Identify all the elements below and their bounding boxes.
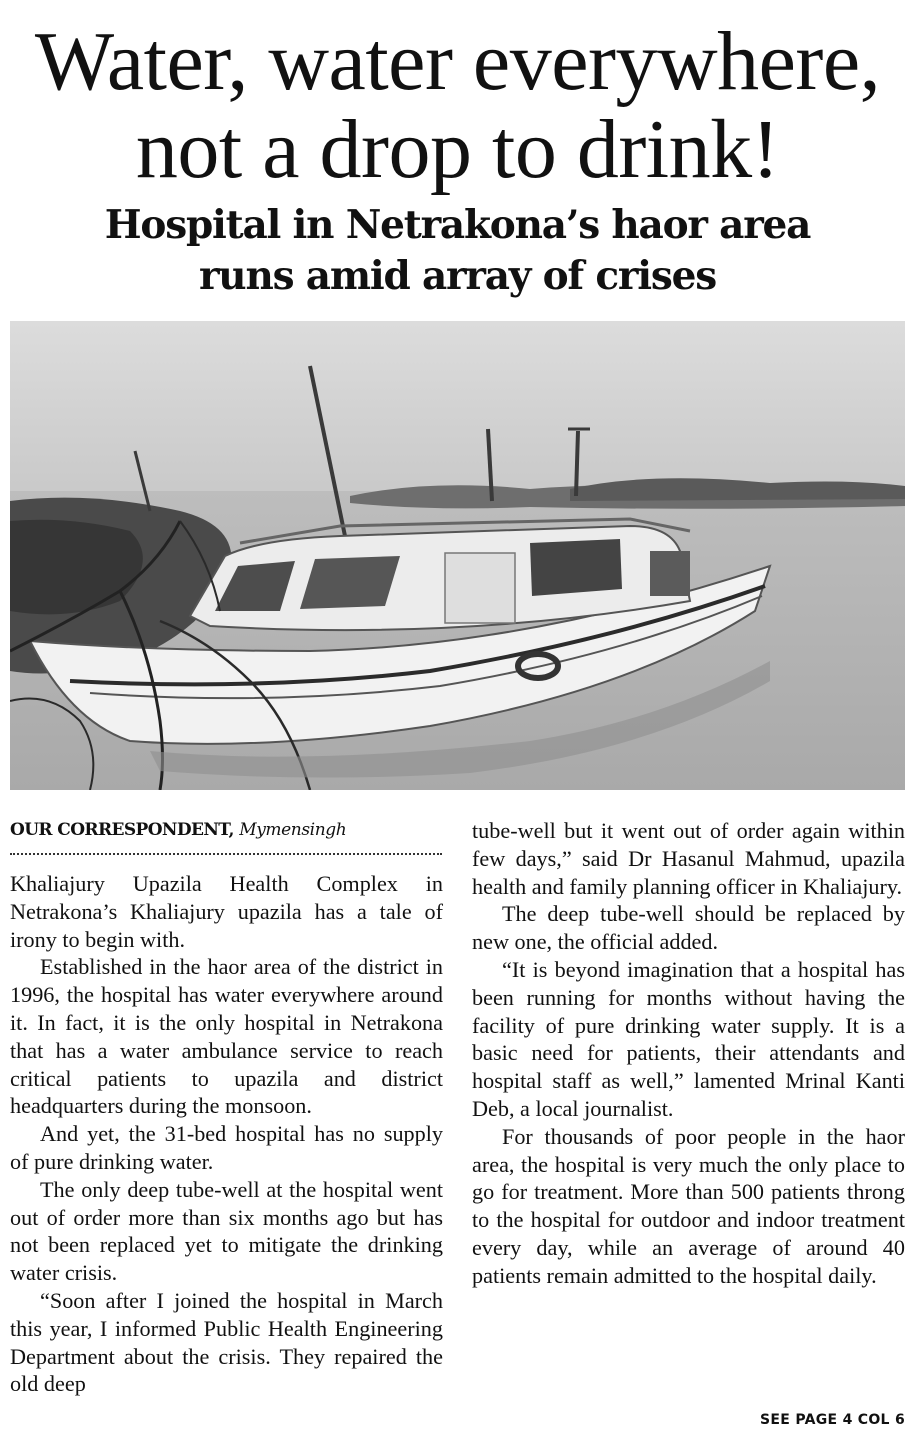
continued-on-page-label: SEE PAGE 4 COL 6 bbox=[760, 1412, 905, 1428]
byline-divider bbox=[10, 853, 442, 855]
article-paragraph: For thousands of poor people in the haor area, the hospital is very much the only place to go for treatment. More than 500 patients throng to the hospital for outdoor and indoor treatment every day, while an average of around 40 patients remain admitted to the hospital daily. bbox=[472, 1123, 905, 1288]
byline bbox=[10, 818, 442, 842]
headline-line-1: Water, water everywhere, bbox=[34, 15, 881, 108]
headline-line-2: not a drop to drink! bbox=[135, 103, 780, 196]
article-paragraph: And yet, the 31-bed hospital has no supply of pure drinking water. bbox=[10, 1121, 443, 1174]
headline bbox=[0, 15, 915, 196]
subheadline bbox=[0, 200, 915, 302]
article-paragraph: “It is beyond imagination that a hospital has been running for months without having the facility of pure drinking water supply. It is a basic need for patients, their attendants and hospital staff as well,” lamented Mrinal Kanti Deb, a local journalist. bbox=[472, 956, 905, 1121]
article-paragraph: The only deep tube-well at the hospital went out of order more than six months ago but has not been replaced yet to mitigate the drinking water crisis. bbox=[10, 1176, 443, 1286]
boat-photo bbox=[10, 321, 905, 790]
byline-place: Mymensingh bbox=[239, 820, 347, 840]
byline-name: OUR CORRESPONDENT, bbox=[10, 820, 234, 840]
article-column-1 bbox=[10, 870, 443, 1398]
subheadline-line-2: runs amid array of crises bbox=[198, 253, 717, 299]
article-paragraph: Established in the haor area of the district in 1996, the hospital has water everywhere around it. In fact, it is the only hospital in Netrakona that has a water ambulance service to reach critical patients to upazila and district headquarters during the monsoon. bbox=[10, 954, 443, 1119]
article-column-2 bbox=[472, 817, 905, 1290]
article-paragraph: “Soon after I joined the hospital in March this year, I informed Public Health Engineering Department about the crisis. They repaired the old deep bbox=[10, 1287, 443, 1397]
subheadline-line-1: Hospital in Netrakona’s haor area bbox=[104, 202, 811, 248]
article-paragraph: Khaliajury Upazila Health Complex in Netrakona’s Khaliajury upazila has a tale of irony to begin with. bbox=[10, 871, 443, 952]
article-paragraph: The deep tube-well should be replaced by new one, the official added. bbox=[472, 901, 905, 955]
article-paragraph: tube-well but it went out of order again within few days,” said Dr Hasanul Mahmud, upazila health and family planning officer in Khaliajury. bbox=[472, 818, 905, 899]
